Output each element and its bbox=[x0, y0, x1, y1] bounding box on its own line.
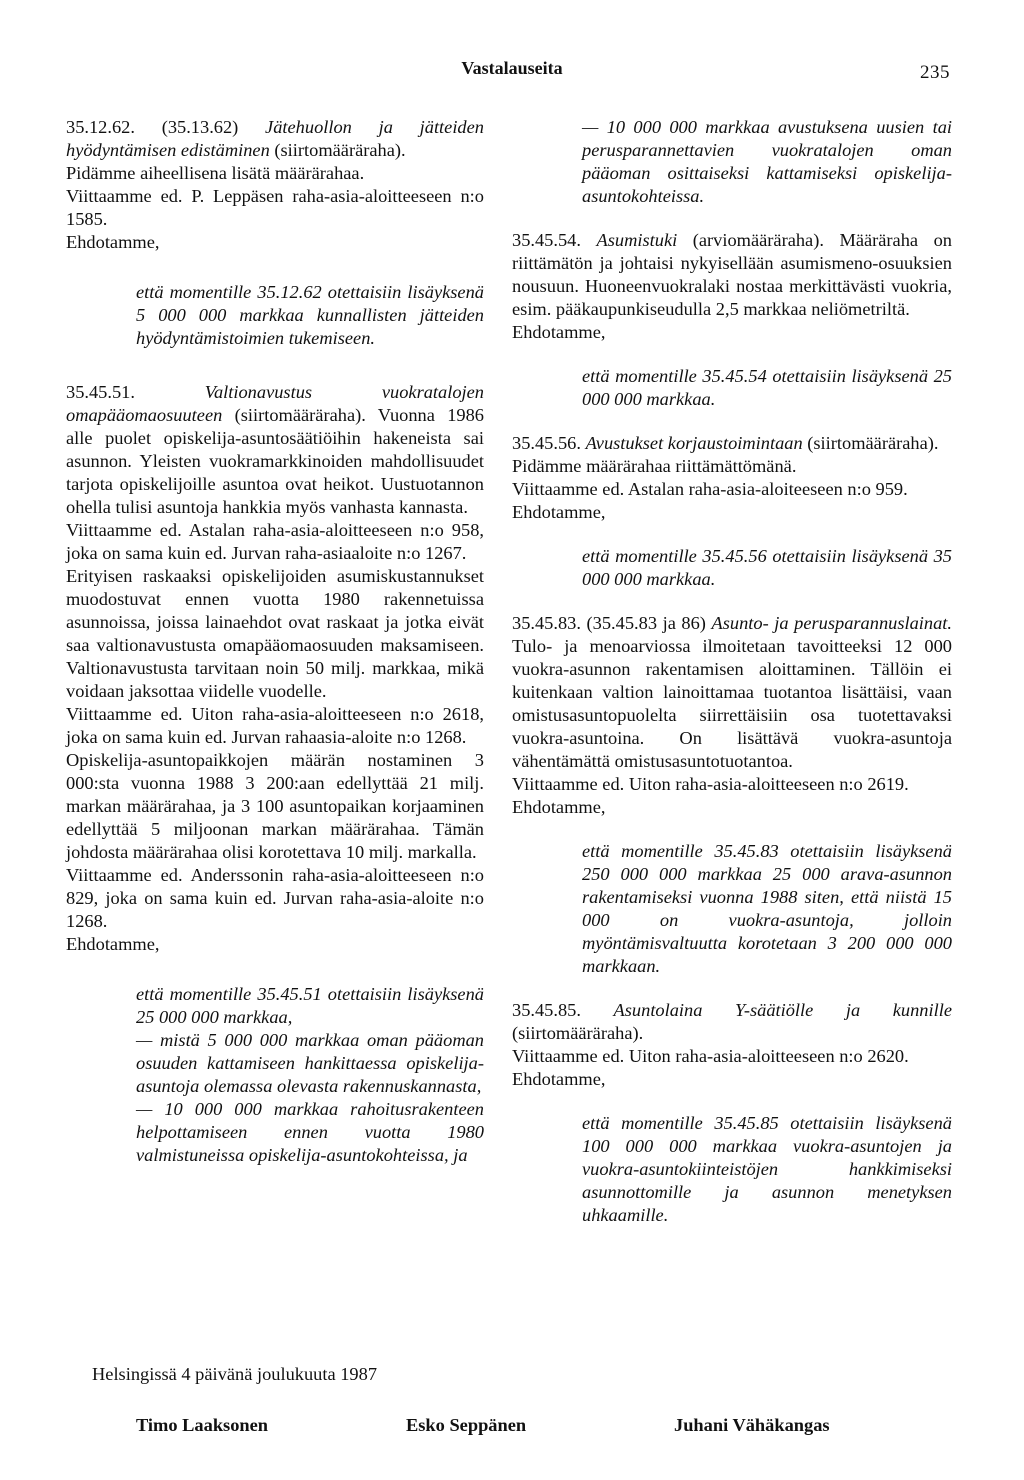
page-number: 235 bbox=[920, 62, 950, 83]
paragraph: Ehdotamme, bbox=[512, 797, 606, 817]
section-heading-35-45-51: 35.45.51. Valtionavustus vuokratalojen omapääomaosuuteen (siirtomääräraha). Vuonna 1986 alle puolet opiskelija-asuntosäätiöihin hakeneista sai asunnon. Yleisten vuokramarkkinoiden mahdollisuudet tarjota opiskelijoille asuntoa ovat heikot. Uustuotannon ohella tulisi asuntoja hankkia myös vanhasta kannasta. bbox=[66, 382, 484, 517]
proposal-35-45-85: että momentille 35.45.85 otettaisiin lisäyksenä 100 000 000 markkaa vuokra-asuntojen ja vuokra-asuntokiinteistöjen hankkimiseksi asunnottomille ja asunnon menetyksen uhkaamille. bbox=[582, 1113, 952, 1225]
paragraph: Viittaamme ed. P. Leppäsen raha-asia-aloitteeseen n:o 1585. bbox=[66, 186, 484, 229]
section-title: Asunto- ja perusparannuslainat. bbox=[711, 613, 953, 633]
signature-name: Esko Seppänen bbox=[406, 1415, 527, 1435]
section-heading-35-45-83: 35.45.83. (35.45.83 ja 86) Asunto- ja perusparannuslainat. Tulo- ja menoarviossa ilmoitetaan tavoitteeksi 12 000 vuokra-asunnon rakentamisen aloittaminen. Tällöin ei kuitenkaan valtion lainoittamaa tuotantoa lisättäisi, vaan omistusasuntopuolelta siirrettäisiin osa tuotettavaksi vuokra-asuntoina. On lisättävä vuokra-asuntoja vähentämättä omistusasuntotuotantoa. bbox=[512, 613, 953, 771]
section-heading-35-45-54: 35.45.54. Asumistuki (arviomääräraha). Määräraha on riittämätön ja johtaisi nykyisellään asumismeno-osuuksien nousuun. Huoneenvuokralaki nostaa merkittävästi vuokria, esim. pääkaupunkiseudulla 2,5 markkaa neliömetriltä. bbox=[512, 230, 952, 319]
proposal-item: — 10 000 000 markkaa avustuksena uusien tai perusparannettavien vuokratalojen oman pääoman osittaiseksi kattamiseksi opiskelija-asuntokohteissa. bbox=[582, 117, 952, 206]
paragraph: Viittaamme ed. Uiton raha-asia-aloitteeseen n:o 2619. bbox=[512, 774, 909, 794]
proposal-35-45-54: että momentille 35.45.54 otettaisiin lisäyksenä 25 000 000 markkaa. bbox=[582, 366, 952, 409]
right-column bbox=[512, 116, 952, 1227]
proposal-35-12-62: että momentille 35.12.62 otettaisiin lisäyksenä 5 000 000 markkaa kunnallisten jätteiden hyödyntämistoimien tukemiseen. bbox=[136, 282, 484, 348]
paragraph: Viittaamme ed. Uiton raha-asia-aloitteeseen n:o 2618, joka on sama kuin ed. Jurvan rahaasia-aloite n:o 1268. bbox=[66, 704, 484, 747]
paragraph: Ehdotamme, bbox=[66, 934, 160, 954]
paragraph: Ehdotamme, bbox=[512, 322, 606, 342]
proposal-item: — mistä 5 000 000 markkaa oman pääoman osuuden kattamiseen hankittaessa opiskelija-asuntoja olemassa olevasta rakennuskannasta, bbox=[136, 1030, 484, 1096]
signature-name: Timo Laaksonen bbox=[136, 1415, 269, 1435]
section-title: Valtionavustus vuokratalojen omapääomaosuuteen bbox=[66, 382, 484, 425]
proposal-35-45-51: että momentille 35.45.51 otettaisiin lisäyksenä 25 000 000 markkaa, bbox=[136, 984, 484, 1027]
paragraph: Pidämme aiheellisena lisätä määrärahaa. bbox=[66, 163, 365, 183]
signature-name: Juhani Vähäkangas bbox=[674, 1415, 830, 1435]
paragraph: Viittaamme ed. Anderssonin raha-asia-aloitteeseen n:o 829, joka on sama kuin ed. Jurvan raha-asia-aloite n:o 1268. bbox=[66, 865, 484, 931]
paragraph: Ehdotamme, bbox=[66, 232, 160, 252]
paragraph: Erityisen raskaaksi opiskelijoiden asumiskustannukset muodostuvat ennen vuotta 1980 rakennetuissa asunnoissa, joissa lainaehdot ovat raskaat ja jotka eivät saa valtionavustusta omapääomaosuuden maksamiseen. Valtionavustusta tarvitaan noin 50 milj. markkaa, mikä voidaan jaksottaa viidelle vuodelle. bbox=[66, 566, 484, 701]
paragraph: Ehdotamme, bbox=[512, 1069, 606, 1089]
proposal-35-45-56: että momentille 35.45.56 otettaisiin lisäyksenä 35 000 000 markkaa. bbox=[582, 546, 952, 589]
paragraph: Opiskelija-asuntopaikkojen määrän nostaminen 3 000:sta vuonna 1988 3 200:aan edellyttää 21 milj. markan määrärahaa, ja 3 100 asuntopaikan korjaaminen edellyttää 5 miljoonan markan määrärahaa. Tämän johdosta määrärahaa olisi korotettava 10 milj. markalla. bbox=[66, 750, 484, 862]
section-title: Jätehuollon ja jätteiden hyödyntämisen edistäminen bbox=[66, 117, 484, 160]
place-and-date: Helsingissä 4 päivänä joulukuuta 1987 bbox=[92, 1364, 378, 1384]
section-heading-35-12-62: 35.12.62. (35.13.62) Jätehuollon ja jätteiden hyödyntämisen edistäminen (siirtomääräraha). bbox=[66, 117, 484, 160]
paragraph: Pidämme määrärahaa riittämättömänä. bbox=[512, 456, 797, 476]
paragraph: Viittaamme ed. Astalan raha-asia-aloitteeseen n:o 958, joka on sama kuin ed. Jurvan raha-asiaaloite n:o 1267. bbox=[66, 520, 484, 563]
proposal-35-45-83: että momentille 35.45.83 otettaisiin lisäyksenä 250 000 000 markkaa 25 000 arava-asunnon rakentamiseksi vuonna 1988 siten, että niistä 15 000 on vuokra-asuntoja, jolloin myöntämisvaltuutta korotetaan 3 200 000 000 markkaan. bbox=[582, 841, 952, 976]
section-heading-35-45-85: 35.45.85. Asuntolaina Y-säätiölle ja kunnille (siirtomääräraha). bbox=[512, 1000, 952, 1043]
paragraph: Viittaamme ed. Uiton raha-asia-aloitteeseen n:o 2620. bbox=[512, 1046, 909, 1066]
paragraph: Ehdotamme, bbox=[512, 502, 606, 522]
section-title: Avustukset korjaustoimintaan bbox=[585, 433, 803, 453]
section-title: Asuntolaina Y-säätiölle ja kunnille bbox=[613, 1000, 952, 1020]
left-column bbox=[66, 116, 484, 1167]
section-heading-35-45-56: 35.45.56. Avustukset korjaustoimintaan (siirtomääräraha). bbox=[512, 433, 939, 453]
header-title: Vastalauseita bbox=[461, 58, 563, 78]
proposal-item: — 10 000 000 markkaa rahoitusrakenteen helpottamiseen ennen vuotta 1980 valmistuneissa opiskelija-asuntokohteissa, ja bbox=[136, 1099, 484, 1165]
section-title: Asumistuki bbox=[596, 230, 678, 250]
paragraph: Viittaamme ed. Astalan raha-asia-aloiteeseen n:o 959. bbox=[512, 479, 908, 499]
